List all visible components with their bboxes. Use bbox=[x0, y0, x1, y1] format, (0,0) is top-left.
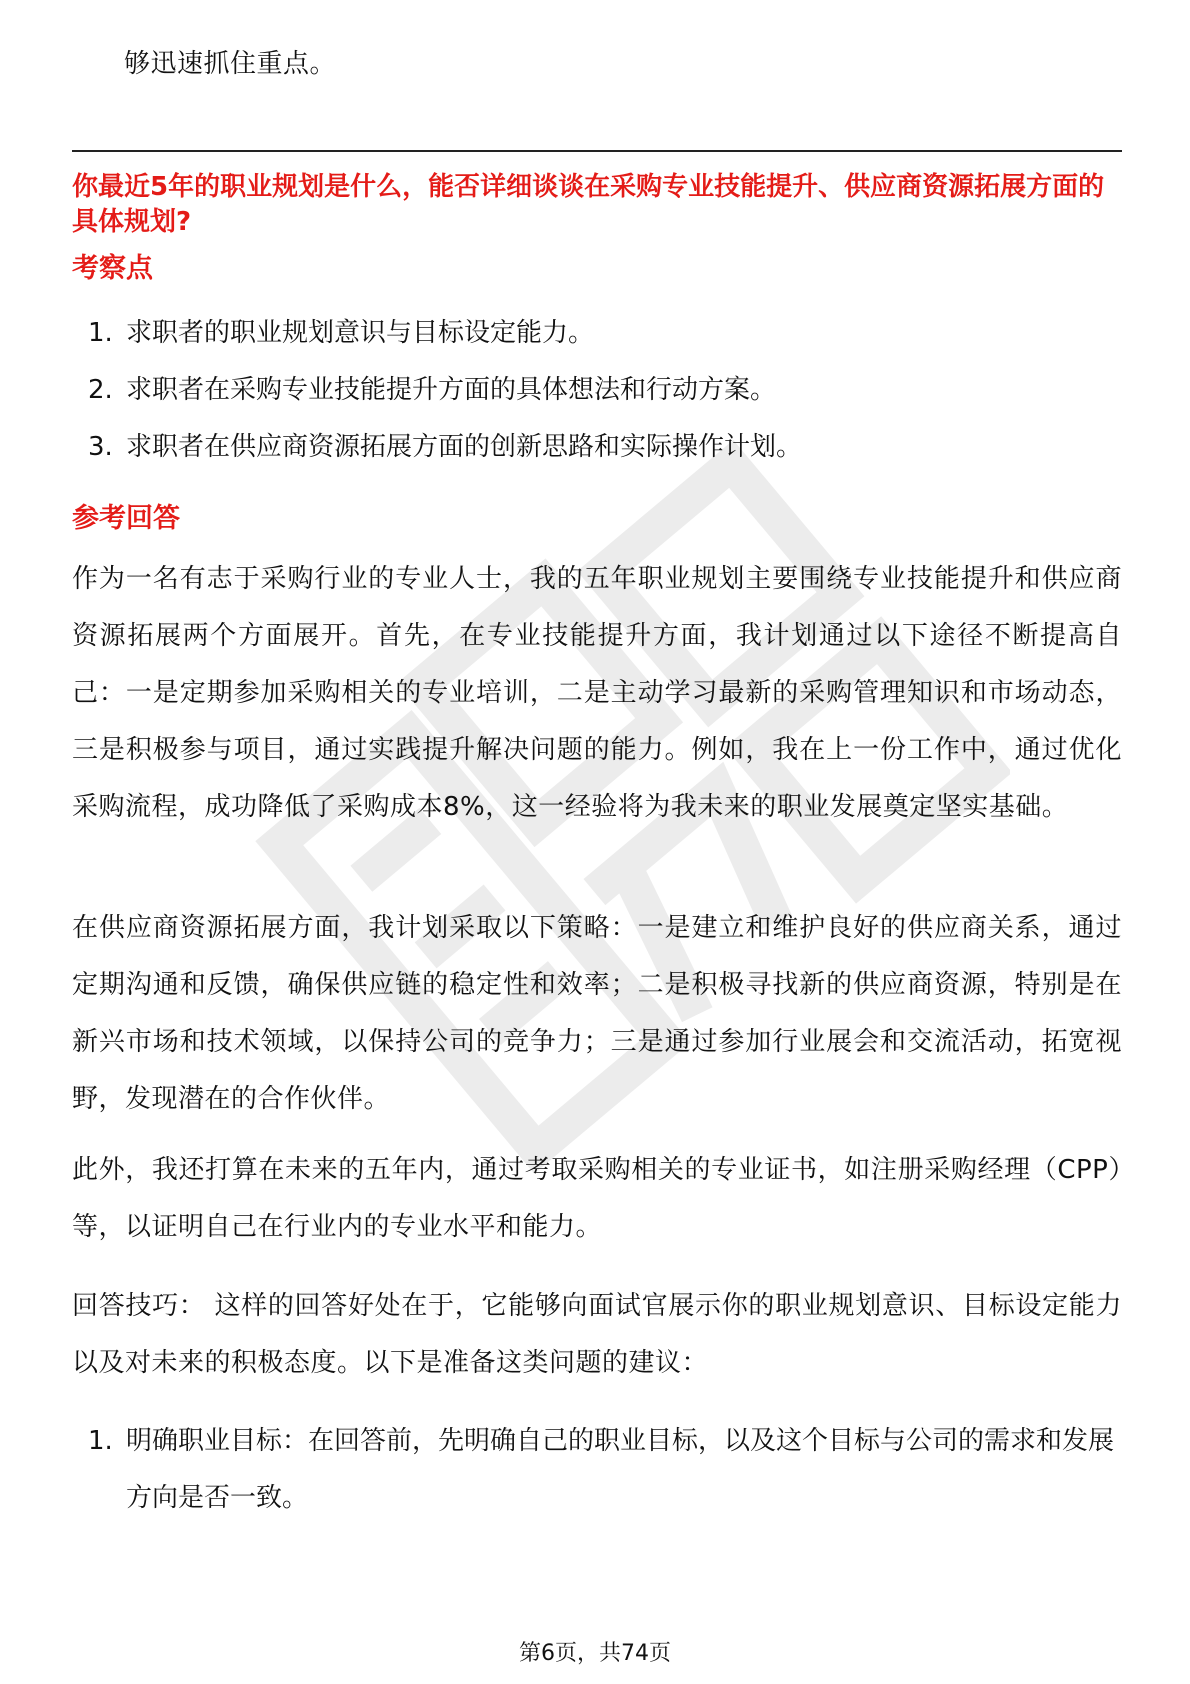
list-number: 2. bbox=[88, 375, 113, 405]
list-number: 1. bbox=[88, 1426, 113, 1456]
tips-paragraph: 回答技巧： 这样的回答好处在于，它能够向面试官展示你的职业规划意识、目标设定能力以及对未来的积极态度。以下是准备这类问题的建议： bbox=[72, 1291, 1122, 1378]
list-text: 求职者在供应商资源拓展方面的创新思路和实际操作计划。 bbox=[126, 432, 803, 462]
assessment-heading: 考察点 bbox=[72, 253, 153, 284]
assessment-list bbox=[72, 305, 1122, 476]
tips-list bbox=[72, 1413, 1122, 1527]
page-footer: 第6页，共74页 bbox=[519, 1641, 671, 1666]
answer-paragraph: 在供应商资源拓展方面，我计划采取以下策略：一是建立和维护良好的供应商关系，通过定期沟通和反馈，确保供应链的稳定性和效率；二是积极寻找新的供应商资源，特别是在新兴市场和技术领域，以保持公司的竞争力；三是通过参加行业展会和交流活动，拓宽视野，发现潜在的合作伙伴。 bbox=[72, 913, 1122, 1114]
list-text: 求职者的职业规划意识与目标设定能力。 bbox=[126, 318, 595, 348]
list-item bbox=[72, 362, 1122, 419]
list-number: 3. bbox=[88, 432, 113, 462]
list-text: 求职者在采购专业技能提升方面的具体想法和行动方案。 bbox=[126, 375, 777, 405]
question-heading: 你最近5年的职业规划是什么，能否详细谈谈在采购专业技能提升、供应商资源拓展方面的具体规划? bbox=[72, 172, 1105, 237]
answer-heading: 参考回答 bbox=[72, 503, 180, 534]
answer-paragraph: 作为一名有志于采购行业的专业人士，我的五年职业规划主要围绕专业技能提升和供应商资源拓展两个方面展开。首先，在专业技能提升方面，我计划通过以下途径不断提高自己：一是定期参加采购相关的专业培训，二是主动学习最新的采购管理知识和市场动态，三是积极参与项目，通过实践提升解决问题的能力。例如，我在上一份工作中，通过优化采购流程，成功降低了采购成本8%，这一经验将为我未来的职业发展奠定坚实基础。 bbox=[72, 564, 1122, 822]
section-divider bbox=[72, 150, 1122, 152]
list-item bbox=[72, 305, 1122, 362]
list-text: 明确职业目标：在回答前，先明确自己的职业目标，以及这个目标与公司的需求和发展方向是否一致。 bbox=[126, 1426, 1115, 1513]
list-item bbox=[72, 1413, 1122, 1527]
list-number: 1. bbox=[88, 318, 113, 348]
top-continuation-text: 够迅速抓住重点。 bbox=[124, 49, 337, 79]
answer-paragraph: 此外，我还打算在未来的五年内，通过考取采购相关的专业证书，如注册采购经理（CPP）等，以证明自己在行业内的专业水平和能力。 bbox=[72, 1155, 1122, 1242]
list-item bbox=[72, 419, 1122, 476]
